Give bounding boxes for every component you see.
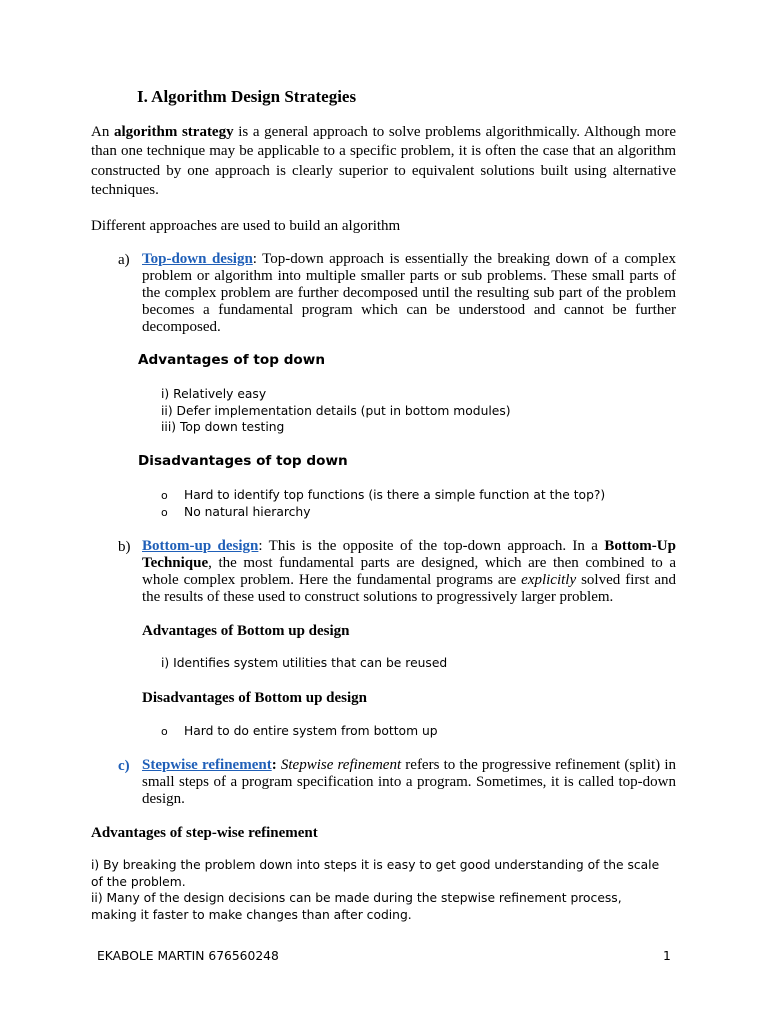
list-item: ii) Many of the design decisions can be made during the stepwise refinement process, making it faster to make changes than after coding. bbox=[91, 891, 622, 922]
adv-bottom-up-heading: Advantages of Bottom up design bbox=[142, 623, 350, 639]
list-item: No natural hierarchy bbox=[184, 505, 311, 519]
section-c-paragraph bbox=[142, 757, 676, 808]
section-b-marker: b) bbox=[118, 539, 131, 555]
page-number: 1 bbox=[663, 949, 671, 963]
list-item: Hard to do entire system from bottom up bbox=[184, 724, 438, 738]
list-item: i) Identifies system utilities that can be reused bbox=[161, 656, 448, 670]
stepwise-refinement-link[interactable]: Stepwise refinement bbox=[142, 757, 272, 773]
page-title: I. Algorithm Design Strategies bbox=[137, 87, 357, 106]
adv-stepwise-heading: Advantages of step-wise refinement bbox=[91, 825, 318, 841]
top-down-design-link[interactable]: Top-down design bbox=[142, 251, 253, 267]
intro-paragraph bbox=[91, 123, 676, 200]
section-b-text-2: , the most fundamental parts are designed, which are then combined to a whole complex problem. Here the fundamental programs are bbox=[142, 555, 676, 589]
section-a-colon: : bbox=[252, 251, 257, 267]
list-item: i) Relatively easy bbox=[161, 387, 267, 401]
approaches-intro: Different approaches are used to build an algorithm bbox=[91, 218, 401, 234]
bottom-up-design-link[interactable]: Bottom-up design bbox=[142, 538, 259, 554]
list-item: Hard to identify top functions (is there a simple function at the top?) bbox=[184, 488, 606, 502]
section-c-colon: : bbox=[271, 757, 277, 773]
adv-stepwise-list bbox=[91, 857, 671, 923]
section-b-text-3: solved first and the results of these used to construct solutions to progressively larger problem. bbox=[142, 572, 676, 606]
section-c-marker: c) bbox=[118, 758, 130, 774]
section-a-paragraph bbox=[142, 251, 676, 336]
intro-bold-term: algorithm strategy bbox=[113, 124, 234, 140]
intro-text-rest: is a general approach to solve problems algorithmically. Although more than one technique may be applicable to a specific problem, it is often the case that an algorithm constructed by one approach is clearly superior to equivalent solutions built using alternative techniques. bbox=[91, 124, 676, 198]
dis-top-down-heading: Disadvantages of top down bbox=[138, 453, 348, 469]
dis-bottom-up-heading: Disadvantages of Bottom up design bbox=[142, 690, 368, 706]
adv-top-down-list bbox=[161, 386, 511, 436]
bullet-icon: o bbox=[161, 489, 168, 502]
list-item: i) By breaking the problem down into steps it is easy to get good understanding of the scale of the problem. bbox=[91, 858, 660, 889]
bullet-icon: o bbox=[161, 725, 168, 738]
section-a-marker: a) bbox=[118, 252, 130, 268]
section-c-text: refers to the progressive refinement (split) in small steps of a program specification into a program. Sometimes, it is called top-down design. bbox=[142, 757, 677, 808]
bullet-icon: o bbox=[161, 506, 168, 519]
section-c-italic-term: Stepwise refinement bbox=[280, 757, 402, 773]
section-b-italic-term: explicitly bbox=[521, 572, 577, 589]
section-b-paragraph bbox=[142, 538, 676, 606]
list-item: iii) Top down testing bbox=[161, 420, 285, 435]
list-item: ii) Defer implementation details (put in bottom modules) bbox=[161, 403, 511, 418]
section-a-text: Top-down approach is essentially the breaking down of a complex problem or algorithm into multiple smaller parts or sub problems. These small parts of the complex problem are further decomposed until the resulting sub part of the problem becomes a fundamental program which can be understood and cannot be further decomposed. bbox=[142, 251, 676, 336]
section-b-text-1: : This is the opposite of the top-down approach. In a bbox=[258, 538, 605, 554]
intro-text-start: An bbox=[91, 124, 114, 140]
footer-author: EKABOLE MARTIN 676560248 bbox=[97, 949, 279, 963]
adv-top-down-heading: Advantages of top down bbox=[138, 352, 326, 368]
section-b-bold-term: Bottom-Up Technique bbox=[142, 538, 676, 572]
